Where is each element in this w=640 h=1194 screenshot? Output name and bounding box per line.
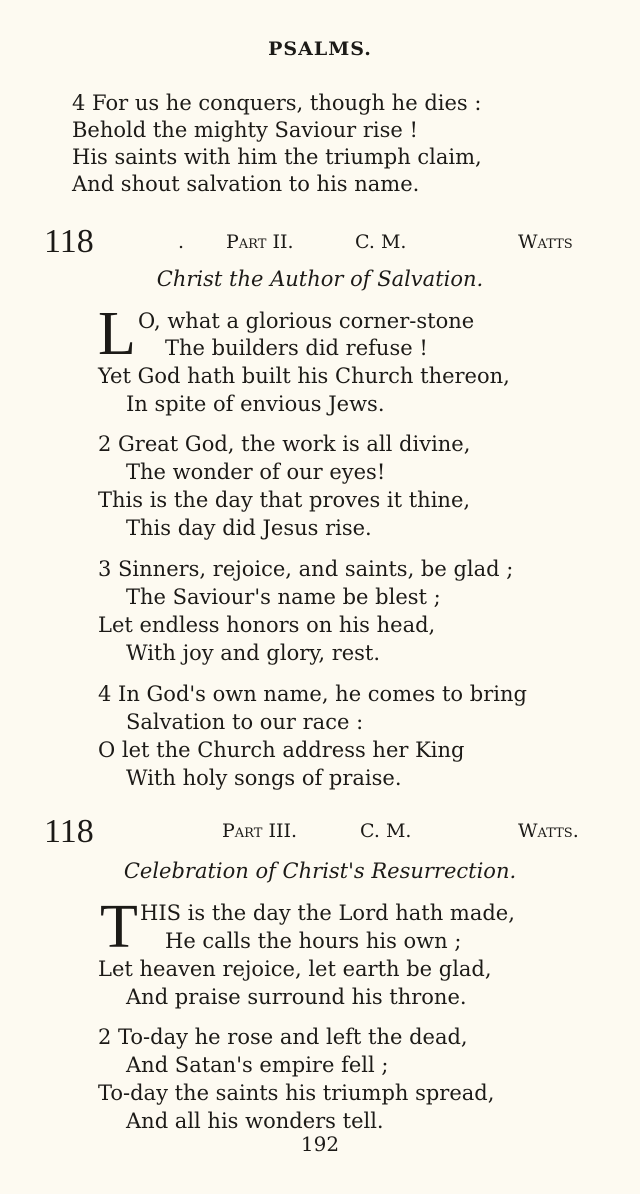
hymn-part: Part II. bbox=[226, 231, 294, 253]
verse-line: And praise surround his throne. bbox=[126, 985, 467, 1009]
hymn-title: Christ the Author of Salvation. bbox=[156, 267, 484, 291]
verse-line: 3 Sinners, rejoice, and saints, be glad ; bbox=[98, 557, 514, 581]
verse-line: HIS is the day the Lord hath made, bbox=[140, 901, 515, 925]
hymn-title: Celebration of Christ's Resurrection. bbox=[123, 859, 517, 883]
hymn-part: Part III. bbox=[222, 820, 297, 842]
verse-line: O let the Church address her King bbox=[98, 738, 465, 762]
hymn-dot: . bbox=[178, 231, 185, 253]
verse-line: And all his wonders tell. bbox=[126, 1109, 384, 1133]
hymn-author: Watts bbox=[518, 231, 573, 253]
verse-line: Yet God hath built his Church thereon, bbox=[98, 364, 510, 388]
verse-line: The builders did refuse ! bbox=[165, 336, 428, 360]
verse-line: Behold the mighty Saviour rise ! bbox=[72, 118, 418, 142]
verse-line: He calls the hours his own ; bbox=[165, 929, 462, 953]
verse-line: With holy songs of praise. bbox=[126, 766, 402, 790]
verse-line: His saints with him the triumph claim, bbox=[72, 145, 482, 169]
running-head: PSALMS. bbox=[268, 38, 372, 60]
verse-line: And Satan's empire fell ; bbox=[126, 1053, 389, 1077]
verse-line: Salvation to our race : bbox=[126, 710, 364, 734]
verse-line: This is the day that proves it thine, bbox=[98, 488, 471, 512]
drop-cap: L bbox=[98, 300, 136, 368]
hymn-meter: C. M. bbox=[355, 231, 407, 253]
verse-line: The Saviour's name be blest ; bbox=[126, 585, 441, 609]
verse-line: 4 For us he conquers, though he dies : bbox=[72, 91, 482, 115]
verse-line: 2 Great God, the work is all divine, bbox=[98, 432, 471, 456]
verse-line: O, what a glorious corner-stone bbox=[138, 309, 475, 333]
hymn-number: 118 bbox=[44, 813, 94, 850]
verse-line: Let heaven rejoice, let earth be glad, bbox=[98, 957, 492, 981]
hymn-number: 118 bbox=[44, 223, 94, 260]
verse-line: To-day the saints his triumph spread, bbox=[98, 1081, 495, 1105]
verse-line: And shout salvation to his name. bbox=[72, 172, 420, 196]
drop-cap: T bbox=[100, 893, 138, 961]
verse-line: In spite of envious Jews. bbox=[126, 392, 385, 416]
hymn-author: Watts. bbox=[518, 820, 579, 842]
verse-line: With joy and glory, rest. bbox=[126, 641, 381, 665]
verse-line: This day did Jesus rise. bbox=[126, 516, 372, 540]
verse-line: Let endless honors on his head, bbox=[98, 613, 436, 637]
page-number: 192 bbox=[300, 1132, 340, 1156]
verse-line: 2 To-day he rose and left the dead, bbox=[98, 1025, 468, 1049]
hymn-meter: C. M. bbox=[360, 820, 412, 842]
verse-line: 4 In God's own name, he comes to bring bbox=[98, 682, 527, 706]
verse-line: The wonder of our eyes! bbox=[126, 460, 386, 484]
